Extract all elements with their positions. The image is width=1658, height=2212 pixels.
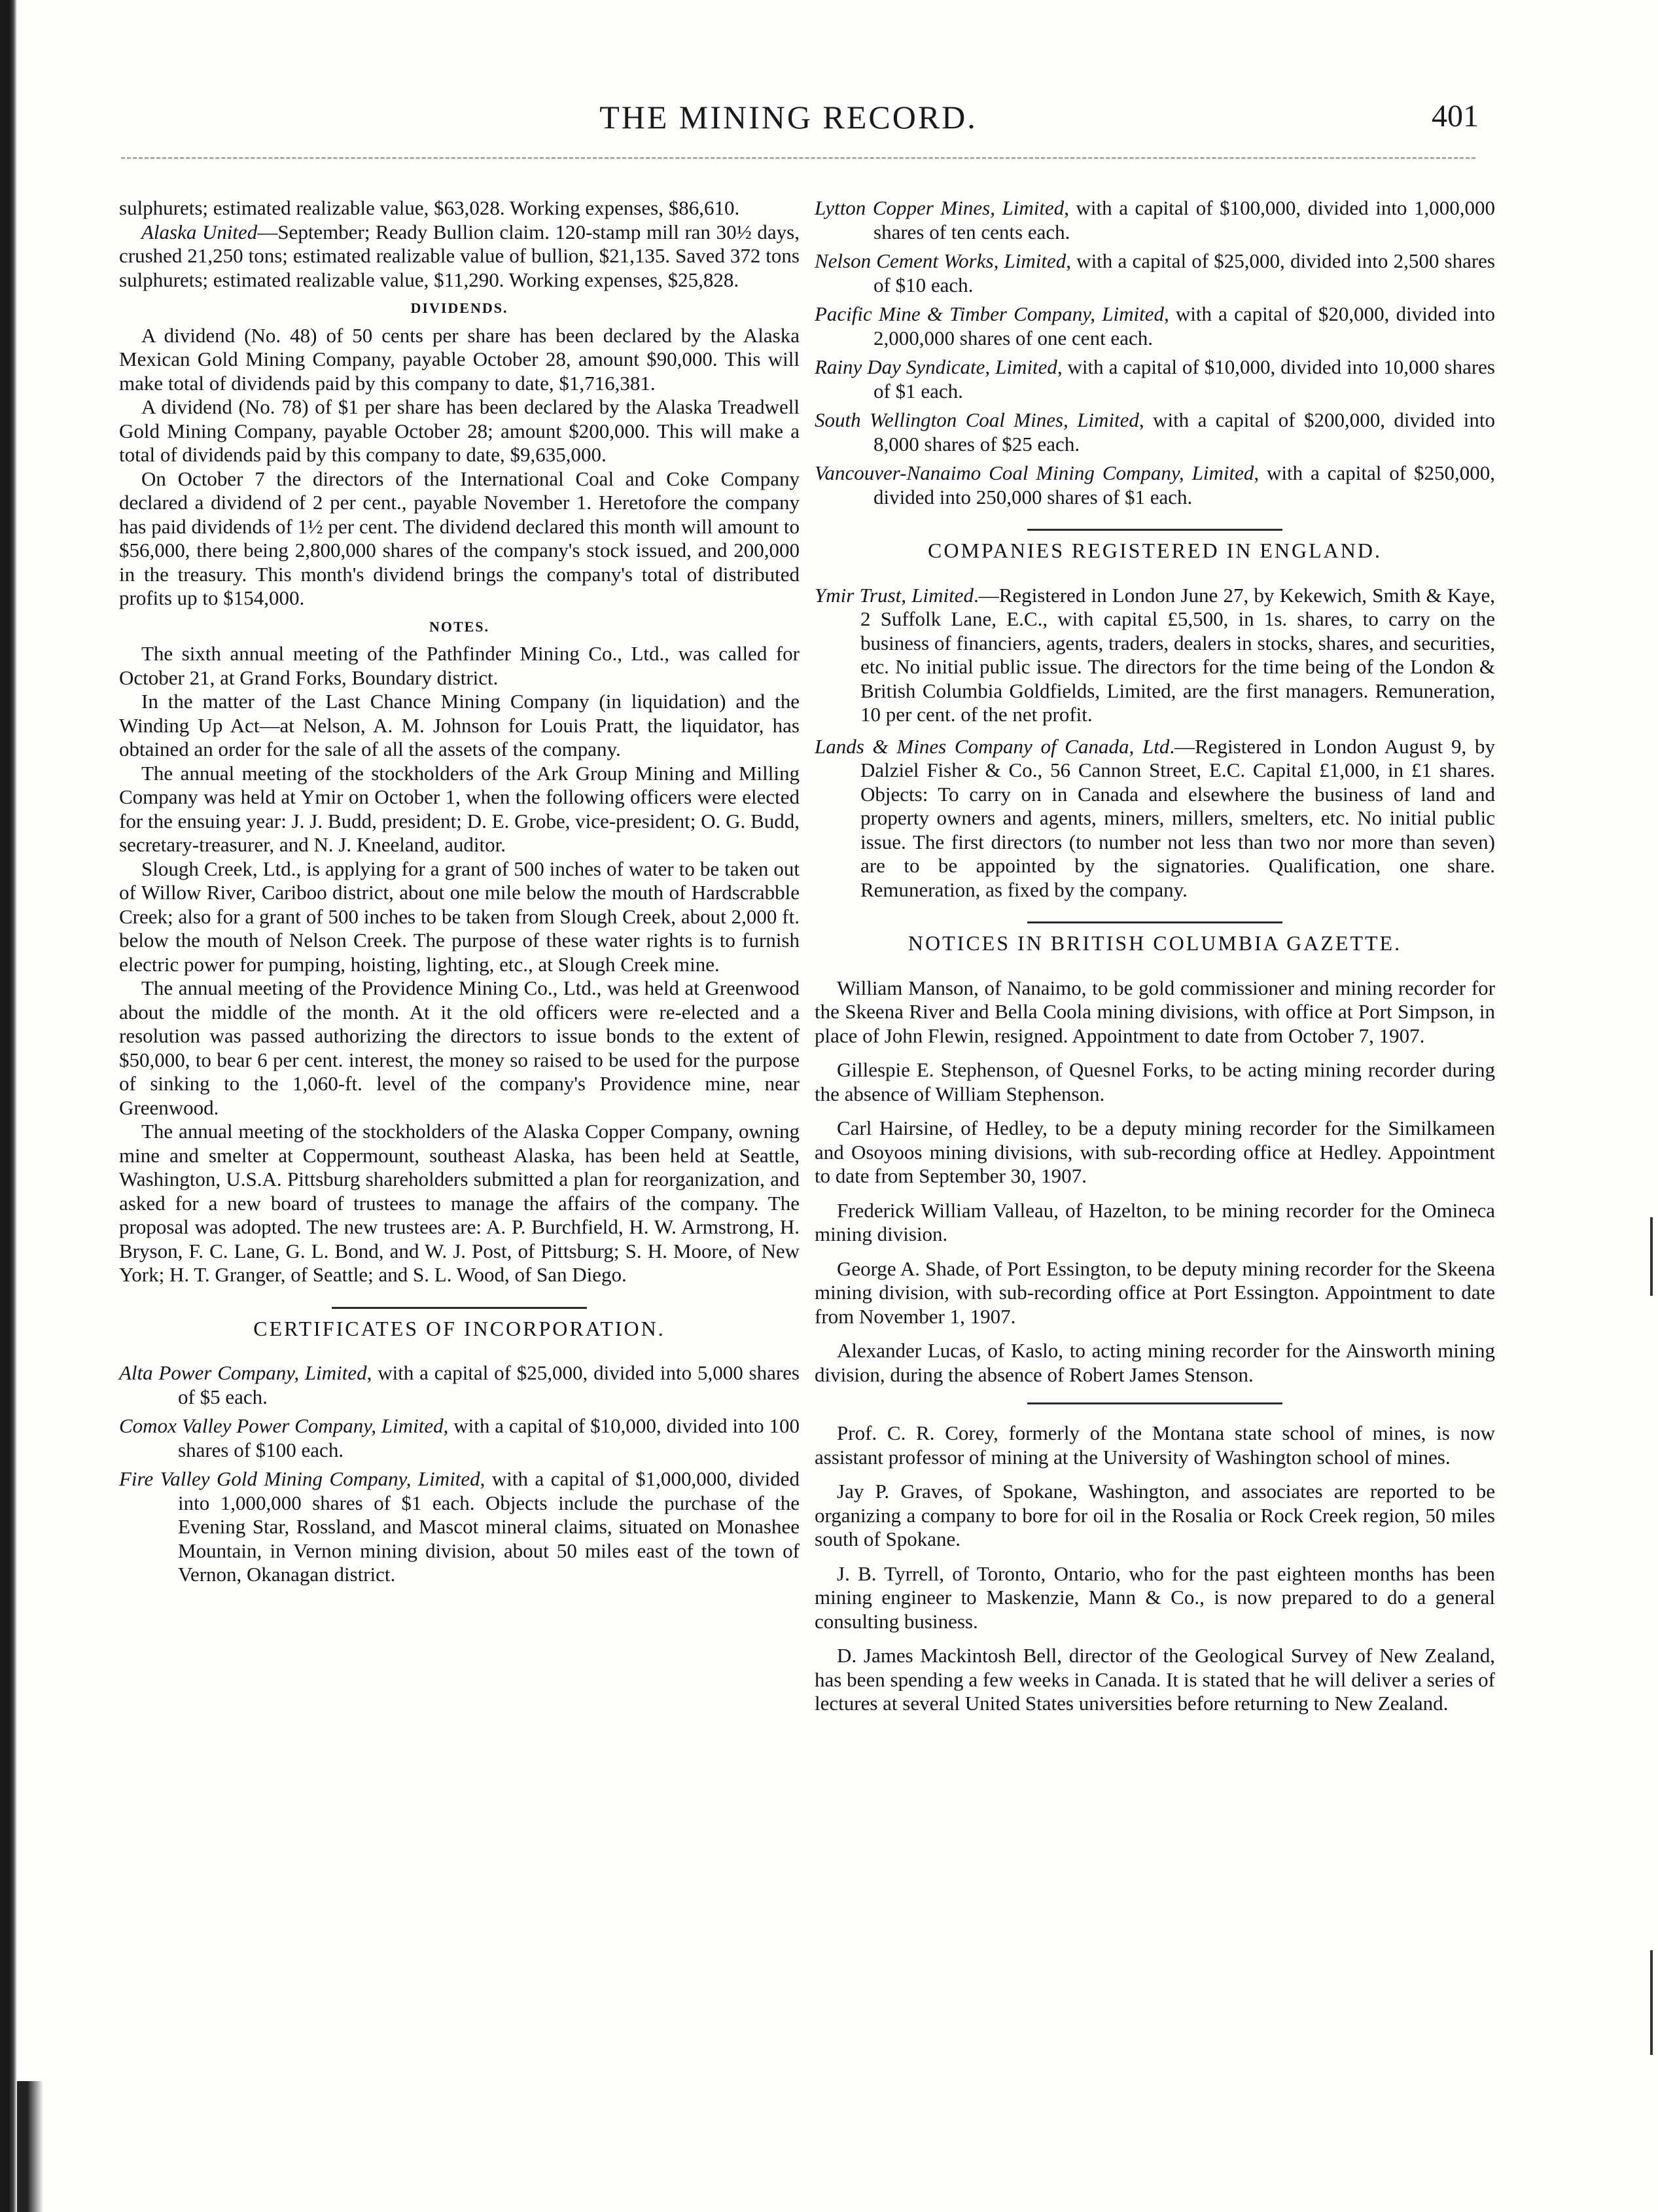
company-name: Comox Valley Power Company, Limited <box>119 1414 444 1437</box>
gazette-notice: Gillespie E. Stephenson, of Quesnel Forks, to be acting mining recorder during the absence of William Stephenson. <box>815 1058 1495 1105</box>
england-heading: COMPANIES REGISTERED IN ENGLAND. <box>928 539 1382 562</box>
company-name: Alta Power Company, Limited <box>119 1361 367 1384</box>
paragraph: On October 7 the directors of the International Coal and Coke Company declared a dividend of 2 per cent., payable November 1. Heretofore the company has paid dividends of 1½ per cent. The dividend declared this month will amount to $56,000, there being 2,800,000 shares of the company's stock issued, and 200,000 in the treasury. This month's dividend brings the company's total of distributed profits up to $154,000. <box>119 467 800 609</box>
certificate-entry <box>119 1414 800 1462</box>
page-edge-mark <box>1650 1217 1653 1296</box>
certificate-entry <box>815 355 1495 403</box>
page-number: 401 <box>1432 99 1479 134</box>
certificate-entry <box>119 1467 800 1587</box>
registration-entry <box>815 584 1495 727</box>
entry-text: , with a capital of $20,000, divided into 2,000,000 shares of one cent each. <box>873 302 1495 349</box>
entry-text: , with a capital of $10,000, divided into 100 shares of $100 each. <box>178 1414 800 1461</box>
certificates-heading: CERTIFICATES OF INCORPORATION. <box>253 1316 665 1340</box>
certificate-entry <box>815 302 1495 350</box>
entry-text: , with a capital of $25,000, divided into 2,500 shares of $10 each. <box>873 249 1495 296</box>
gazette-notice: George A. Shade, of Port Essington, to be deputy mining recorder for the Skeena mining division, with sub-recording office at Port Essington. Appointment to date from November 1, 1907. <box>815 1257 1495 1328</box>
personal-note: J. B. Tyrrell, of Toronto, Ontario, who for the past eighteen months has been mining engineer to Maskenzie, Mann & Co., is now prepared to do a general consulting business. <box>815 1561 1495 1633</box>
personal-note: Jay P. Graves, of Spokane, Washington, and associates are reported to be organizing a company to bore for oil in the Rosalia or Rock Creek region, 50 miles south of Spokane. <box>815 1480 1495 1550</box>
personal-note: D. James Mackintosh Bell, director of the Geological Survey of New Zealand, has been spending a few weeks in Canada. It is stated that he will deliver a series of lectures at several United States universities before returning to New Zealand. <box>815 1644 1495 1715</box>
section-rule <box>1027 529 1282 531</box>
left-column <box>119 196 800 1592</box>
certificate-entry <box>815 196 1495 244</box>
entry-text: , with a capital of $25,000, divided into 5,000 shares of $5 each. <box>178 1361 800 1408</box>
company-name: Nelson Cement Works, Limited <box>815 249 1067 272</box>
paragraph: The annual meeting of the Providence Mining Co., Ltd., was held at Greenwood about the middle of the month. At it the old officers were re-elected and a resolution was passed authorizing the directors to issue bonds to the extent of $50,000, to bear 6 per cent. interest, the money so raised to be used for the purpose of sinking to the 1,060-ft. level of the company's Providence mine, near Greenwood. <box>119 976 800 1119</box>
personal-note: Prof. C. R. Corey, formerly of the Montana state school of mines, is now assistant professor of mining at the University of Washington school of mines. <box>815 1421 1495 1469</box>
paragraph-text: —September; Ready Bullion claim. 120-stamp mill ran 30½ days, crushed 21,250 tons; estimated realizable value of bullion, $21,135. Saved 372 tons sulphurets; estimated realizable value, $11,290. Working expenses, $25,828. <box>119 220 800 291</box>
paragraph: The annual meeting of the stockholders of the Ark Group Mining and Milling Company was held at Ymir on October 1, when the following officers were elected for the ensuing year: J. J. Budd, president; D. E. Grobe, vice-president; O. G. Budd, secretary-treasurer, and N. J. Kneeland, auditor. <box>119 761 800 856</box>
company-name: Ymir Trust, Limited <box>815 583 974 607</box>
dividends-heading: DIVIDENDS. <box>410 300 508 316</box>
certificate-entry <box>815 408 1495 456</box>
company-name: South Wellington Coal Mines, Limited <box>815 408 1139 431</box>
paragraph <box>119 221 800 293</box>
entry-text: .—Registered in London June 27, by Kekewich, Smith & Kaye, 2 Suffolk Lane, E.C., with capital £5,500, in 1s. shares, to carry on the business of financiers, agents, traders, dealers in stocks, shares, and securities, etc. No initial public issue. The directors for the time being of the London & British Columbia Goldfields, Limited, are the first managers. Remuneration, 10 per cent. of the net profit. <box>860 583 1495 726</box>
paragraph: The sixth annual meeting of the Pathfinder Mining Co., Ltd., was called for October 21, at Grand Forks, Boundary district. <box>119 642 800 689</box>
entry-text: , with a capital of $1,000,000, divided into 1,000,000 shares of $1 each. Objects include the purchase of the Evening Star, Rossland, and Mascot mineral claims, situated on Monashee Mountain, in Vernon mining division, about 50 miles east of the town of Vernon, Okanagan district. <box>178 1467 800 1586</box>
company-name: Pacific Mine & Timber Company, Limited <box>815 302 1164 325</box>
entry-text: .—Registered in London August 9, by Dalziel Fisher & Co., 56 Cannon Street, E.C. Capital £1,000, in £1 shares. Objects: To carry on in Canada and elsewhere the business of land and property owners and agents, miners, millers, smelters, etc. No initial public issue. The first directors (to number not less than two nor more than seven) are to be appointed by the signatories. Qualification, one share. Remuneration, as fixed by the company. <box>860 734 1495 901</box>
entry-text: , with a capital of $10,000, divided into 10,000 shares of $1 each. <box>873 355 1495 402</box>
gazette-notice: Carl Hairsine, of Hedley, to be a deputy mining recorder for the Similkameen and Osoyoos mining divisions, with sub-recording office at Hedley. Appointment to date from September 30, 1907. <box>815 1116 1495 1187</box>
entry-text: , with a capital of $200,000, divided into 8,000 shares of $25 each. <box>873 408 1495 455</box>
company-name: Lands & Mines Company of Canada, Ltd <box>815 734 1170 758</box>
gazette-heading: NOTICES IN BRITISH COLUMBIA GAZETTE. <box>908 931 1402 955</box>
paragraph: In the matter of the Last Chance Mining Company (in liquidation) and the Winding Up Act—at Nelson, A. M. Johnson for Louis Pratt, the liquidator, has obtained an order for the sale of all the assets of the company. <box>119 690 800 760</box>
gazette-notice: Alexander Lucas, of Kaslo, to acting mining recorder for the Ainsworth mining division, during the absence of Robert James Stenson. <box>815 1339 1495 1386</box>
gazette-notice: Frederick William Valleau, of Hazelton, to be mining recorder for the Omineca mining division. <box>815 1198 1495 1245</box>
entry-text: , with a capital of $250,000, divided into 250,000 shares of $1 each. <box>873 461 1496 508</box>
binding-shadow <box>0 0 17 2212</box>
section-rule <box>332 1307 587 1309</box>
paragraph: A dividend (No. 48) of 50 cents per share has been declared by the Alaska Mexican Gold Mining Company, payable October 28, amount $90,000. This will make total of dividends paid by this company to date, $1,716,381. <box>119 323 800 395</box>
company-name: Rainy Day Syndicate, Limited <box>815 355 1057 378</box>
certificate-entry <box>119 1361 800 1409</box>
running-title: THE MINING RECORD. <box>599 99 978 135</box>
company-name: Fire Valley Gold Mining Company, Limited <box>119 1467 480 1490</box>
company-name: Alaska United <box>141 220 258 243</box>
certificate-entry <box>815 249 1495 297</box>
paragraph: sulphurets; estimated realizable value, $63,028. Working expenses, $86,610. <box>119 196 740 219</box>
entry-text: , with a capital of $100,000, divided into 1,000,000 shares of ten cents each. <box>873 196 1495 243</box>
binding-shadow-corner <box>17 2081 43 2212</box>
company-name: Lytton Copper Mines, Limited <box>815 196 1065 219</box>
page-header <box>98 98 1479 151</box>
paragraph: A dividend (No. 78) of $1 per share has been declared by the Alaska Treadwell Gold Mining Company, payable October 28; amount $200,000. This will make a total of dividends paid by this company to date, $9,635,000. <box>119 395 800 466</box>
registration-entry <box>815 735 1495 902</box>
company-name: Vancouver-Nanaimo Coal Mining Company, Limited <box>815 461 1254 484</box>
section-rule <box>1027 921 1282 923</box>
section-rule <box>1027 1402 1282 1404</box>
right-column <box>815 196 1495 1726</box>
page-edge-mark <box>1650 1950 1653 2055</box>
header-rule <box>121 157 1475 164</box>
paragraph: Slough Creek, Ltd., is applying for a grant of 500 inches of water to be taken out of Willow River, Cariboo district, about one mile below the mouth of Hardscrabble Creek; also for a grant of 500 inches to be taken from Slough Creek, about 2,000 ft. below the mouth of Nelson Creek. The purpose of these water rights is to furnish electric power for pumping, hoisting, lighting, etc., at Slough Creek mine. <box>119 857 800 976</box>
gazette-notice: William Manson, of Nanaimo, to be gold commissioner and mining recorder for the Skeena River and Bella Coola mining divisions, with office at Port Simpson, in place of John Flewin, resigned. Appointment to date from October 7, 1907. <box>815 976 1495 1047</box>
certificate-entry <box>815 461 1495 509</box>
paragraph: The annual meeting of the stockholders of the Alaska Copper Company, owning mine and smelter at Coppermount, southeast Alaska, has been held at Seattle, Washington, U.S.A. Pittsburg shareholders submitted a plan for reorganization, and asked for a new board of trustees to manage the affairs of the company. The proposal was adopted. The new trustees are: A. P. Burchfield, H. W. Armstrong, H. Bryson, F. C. Lane, G. L. Bond, and W. J. Post, of Pittsburg; S. H. Moore, of New York; H. T. Granger, of Seattle; and S. L. Wood, of San Diego. <box>119 1120 800 1286</box>
notes-heading: NOTES. <box>429 618 490 635</box>
